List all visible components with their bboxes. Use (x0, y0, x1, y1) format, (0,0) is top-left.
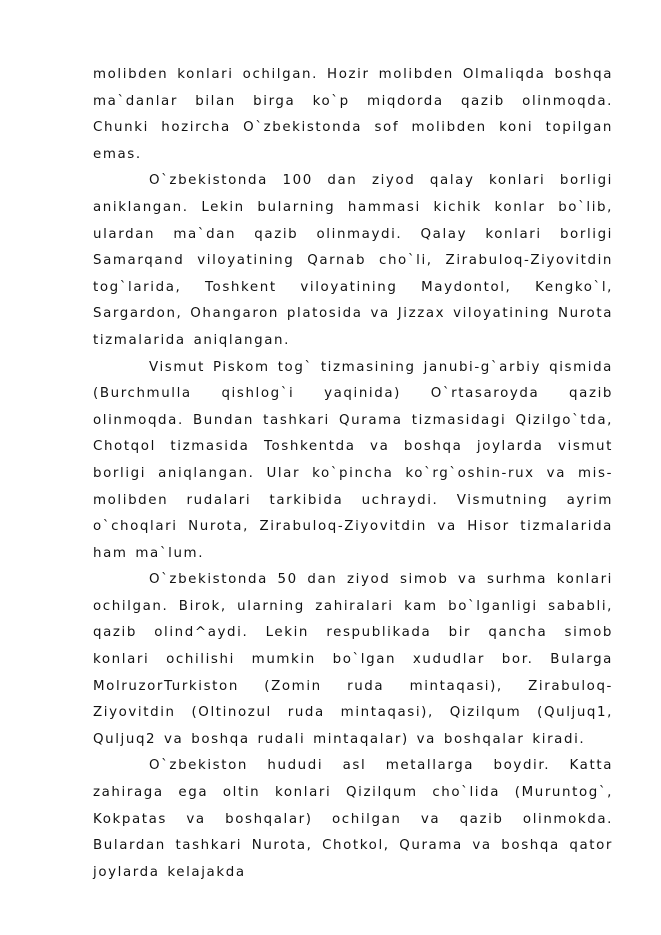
paragraph-simob: O`zbekistonda 50 dan ziyod simob va surhma konlari ochilgan. Birok, ularning zahiralari kam bo`lganligi sababli, qazib olind^aydi. Lekin respublikada bir qancha simob konlari ochilishi mumkin bo`lgan xududlar bor. Bularga MolruzorTurkiston (Zomin ruda mintaqasi), Zirabuloq-Ziyovitdin (Oltinozul ruda mintaqasi), Qizilqum (Quljuq1, Quljuq2 va boshqa rudali mintaqalar) va boshqalar kiradi. (93, 572, 613, 747)
paragraph-molibden: molibden konlari ochilgan. Hozir molibden Olmaliqda boshqa ma`danlar bilan birga ko`p miqdorda qazib olinmoqda. Chunki hozircha O`zbekistonda sof molibden koni topilgan emas. (93, 67, 613, 162)
paragraph-asl-metallar: O`zbekiston hududi asl metallarga boydir. Katta zahiraga ega oltin konlari Qizilqum cho`lida (Muruntog`, Kokpatas va boshqalar) ochilgan va qazib olinmokda. Bulardan tashkari Nurota, Chotkol, Qurama va boshqa qator joylarda kelajakda (93, 758, 613, 880)
paragraph-qalay: O`zbekistonda 100 dan ziyod qalay konlari borligi aniklangan. Lekin bularning hammasi kichik konlar bo`lib, ulardan ma`dan qazib olinmaydi. Qalay konlari borligi Samarqand viloyatining Qarnab cho`li, Zirabuloq-Ziyovitdin tog`larida, Toshkent viloyatining Maydontol, Kengko`l, Sargardon, Ohangaron platosida va Jizzax viloyatining Nurota tizmalarida aniqlangan. (93, 173, 613, 348)
paragraph-vismut: Vismut Piskom tog` tizmasining janubi-g`arbiy qismida (Burchmulla qishlog`i yaqinida) O`rtasaroyda qazib olinmoqda. Bundan tashkari Qurama tizmasidagi Qizilgo`tda, Chotqol tizmasida Toshkentda va boshqa joylarda vismut borligi aniqlangan. Ular ko`pincha ko`rg`oshin-rux va mis-molibden rudalari tarkibida uchraydi. Vismutning ayrim o`choqlari Nurota, Zirabuloq-Ziyovitdin va Hisor tizmalarida ham ma`lum. (93, 359, 613, 561)
document-page (93, 62, 613, 886)
